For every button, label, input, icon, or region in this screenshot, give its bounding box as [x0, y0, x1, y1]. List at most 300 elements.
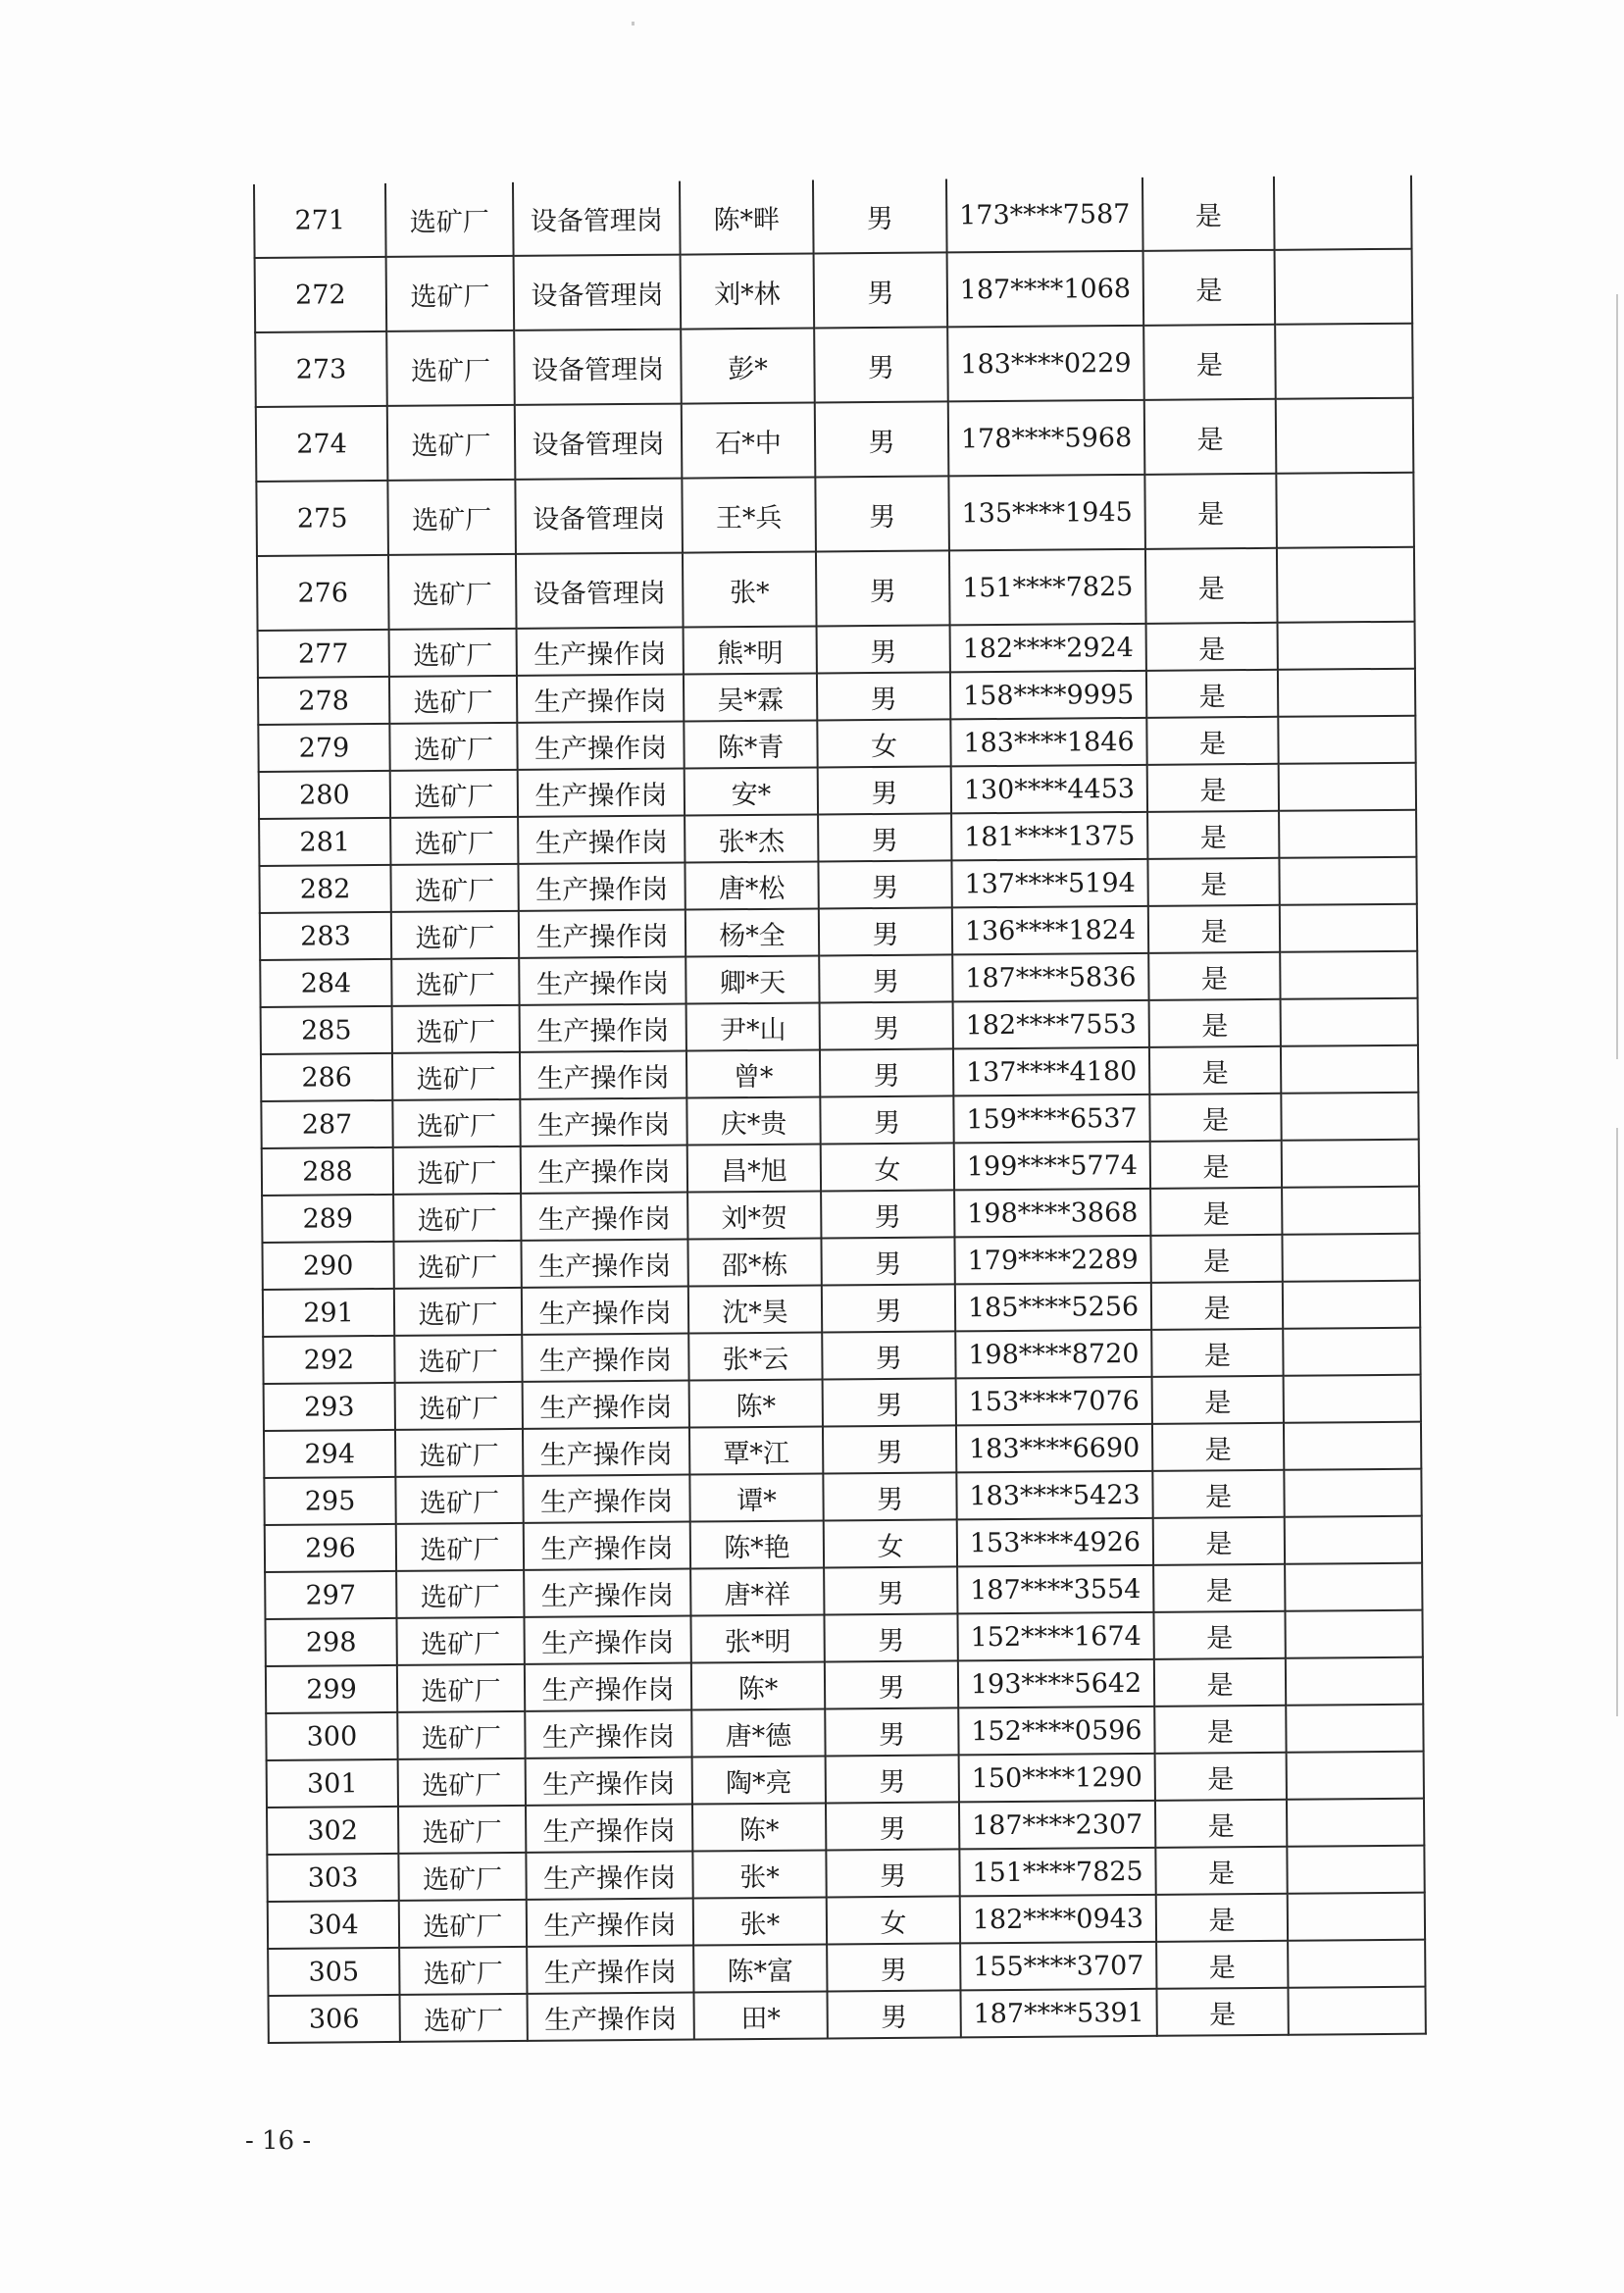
- cell-post: 设备管理岗: [513, 181, 681, 256]
- cell-no: 288: [262, 1147, 393, 1196]
- cell-gender: 女: [817, 719, 950, 767]
- cell-remark: [1278, 716, 1415, 764]
- cell-phone: 199****5774: [954, 1142, 1150, 1191]
- cell-name: 庆*贵: [686, 1096, 820, 1145]
- cell-status: 是: [1147, 811, 1279, 859]
- cell-name: 陈*: [691, 1661, 825, 1709]
- cell-post: 设备管理岗: [515, 479, 683, 554]
- cell-no: 280: [259, 771, 390, 819]
- cell-remark: [1279, 810, 1416, 858]
- cell-status: 是: [1147, 858, 1279, 906]
- cell-post: 生产操作岗: [524, 1616, 690, 1664]
- cell-remark: [1283, 1281, 1420, 1329]
- cell-remark: [1277, 547, 1415, 623]
- cell-phone: 182****7553: [953, 1000, 1149, 1049]
- cell-remark: [1279, 763, 1416, 811]
- cell-name: 张*: [692, 1850, 826, 1898]
- cell-name: 熊*明: [684, 627, 817, 675]
- cell-unit: 选矿厂: [386, 256, 515, 331]
- cell-name: 杨*全: [685, 908, 819, 956]
- cell-no: 283: [260, 912, 391, 960]
- cell-name: 尹*山: [686, 1002, 820, 1050]
- cell-name: 张*明: [690, 1614, 824, 1662]
- cell-status: 是: [1149, 999, 1281, 1047]
- cell-remark: [1284, 1375, 1421, 1423]
- cell-status: 是: [1150, 1235, 1282, 1283]
- cell-no: 292: [263, 1336, 394, 1384]
- cell-status: 是: [1152, 1423, 1284, 1471]
- cell-unit: 选矿厂: [394, 1335, 522, 1383]
- cell-name: 覃*江: [689, 1426, 823, 1474]
- cell-name: 陈*畔: [680, 180, 814, 255]
- cell-no: 279: [258, 724, 389, 772]
- cell-unit: 选矿厂: [390, 770, 518, 818]
- cell-name: 张*杰: [685, 814, 818, 862]
- cell-remark: [1278, 622, 1415, 670]
- roster-table: [253, 176, 1427, 2044]
- cell-name: 陈*: [692, 1803, 826, 1851]
- cell-status: 是: [1143, 325, 1276, 400]
- cell-no: 272: [255, 257, 387, 332]
- cell-gender: 男: [822, 1284, 955, 1332]
- cell-post: 生产操作岗: [526, 1758, 692, 1806]
- cell-name: 邵*栋: [687, 1238, 821, 1286]
- cell-unit: 选矿厂: [395, 1382, 523, 1430]
- table-row: [269, 1987, 1426, 2043]
- cell-post: 生产操作岗: [523, 1381, 689, 1429]
- cell-phone: 135****1945: [948, 475, 1145, 551]
- cell-no: 285: [261, 1006, 392, 1054]
- cell-unit: 选矿厂: [390, 817, 518, 865]
- cell-remark: [1285, 1610, 1422, 1658]
- cell-status: 是: [1156, 1894, 1288, 1942]
- cell-post: 生产操作岗: [521, 1193, 687, 1241]
- cell-post: 生产操作岗: [527, 1993, 693, 2041]
- cell-name: 陶*亮: [692, 1756, 826, 1804]
- cell-name: 彭*: [681, 329, 815, 404]
- cell-status: 是: [1151, 1282, 1283, 1330]
- cell-status: 是: [1151, 1329, 1283, 1377]
- cell-post: 生产操作岗: [526, 1805, 692, 1853]
- cell-phone: 136****1824: [952, 906, 1148, 955]
- cell-phone: 179****2289: [954, 1236, 1150, 1285]
- cell-name: 张*: [693, 1897, 827, 1945]
- cell-name: 唐*松: [685, 861, 818, 909]
- cell-remark: [1274, 176, 1412, 250]
- cell-phone: 181****1375: [951, 812, 1147, 861]
- cell-post: 生产操作岗: [520, 1098, 686, 1146]
- cell-remark: [1284, 1422, 1421, 1470]
- cell-no: 281: [259, 818, 390, 866]
- cell-no: 300: [266, 1712, 397, 1760]
- cell-no: 284: [260, 959, 391, 1007]
- cell-name: 唐*祥: [690, 1567, 824, 1615]
- cell-gender: 男: [818, 860, 951, 908]
- cell-post: 生产操作岗: [522, 1334, 688, 1382]
- cell-gender: 男: [814, 327, 948, 402]
- page-number: - 16 -: [245, 2126, 312, 2156]
- cell-remark: [1288, 1987, 1425, 2035]
- cell-status: 是: [1154, 1706, 1286, 1754]
- cell-no: 294: [264, 1430, 395, 1478]
- cell-status: 是: [1146, 670, 1278, 718]
- cell-phone: 187****3554: [957, 1565, 1153, 1614]
- cell-unit: 选矿厂: [393, 1146, 521, 1195]
- cell-gender: 男: [824, 1566, 957, 1614]
- cell-post: 生产操作岗: [526, 1852, 692, 1900]
- cell-post: 设备管理岗: [514, 255, 682, 331]
- cell-post: 生产操作岗: [518, 863, 685, 911]
- cell-remark: [1279, 857, 1416, 905]
- cell-unit: 选矿厂: [387, 480, 516, 555]
- cell-gender: 男: [826, 1849, 959, 1897]
- cell-status: 是: [1147, 764, 1279, 812]
- cell-post: 生产操作岗: [524, 1522, 690, 1570]
- cell-no: 306: [269, 1995, 400, 2043]
- cell-phone: 137****5194: [951, 859, 1147, 908]
- cell-unit: 选矿厂: [389, 676, 517, 724]
- cell-no: 276: [257, 555, 389, 631]
- cell-name: 田*: [693, 1991, 827, 2039]
- cell-gender: 男: [820, 1096, 953, 1144]
- cell-remark: [1284, 1469, 1421, 1517]
- cell-phone: 153****7076: [956, 1377, 1152, 1426]
- cell-no: 305: [268, 1948, 399, 1996]
- cell-post: 生产操作岗: [521, 1146, 687, 1194]
- cell-name: 陈*富: [693, 1944, 827, 1992]
- cell-phone: 187****1068: [947, 251, 1144, 328]
- cell-status: 是: [1145, 548, 1278, 624]
- cell-phone: 130****4453: [951, 765, 1147, 814]
- cell-no: 298: [265, 1618, 396, 1666]
- cell-post: 设备管理岗: [515, 404, 683, 480]
- cell-no: 297: [265, 1571, 396, 1619]
- cell-no: 304: [268, 1901, 399, 1949]
- cell-remark: [1287, 1799, 1424, 1847]
- cell-gender: 男: [816, 550, 950, 626]
- table-row: [256, 398, 1414, 482]
- cell-no: 278: [258, 677, 389, 725]
- cell-status: 是: [1152, 1376, 1284, 1424]
- cell-post: 生产操作岗: [518, 769, 685, 817]
- cell-no: 301: [267, 1759, 398, 1808]
- cell-post: 生产操作岗: [527, 1946, 693, 1994]
- cell-gender: 男: [823, 1425, 956, 1473]
- cell-unit: 选矿厂: [392, 1052, 520, 1100]
- cell-status: 是: [1149, 1094, 1281, 1142]
- cell-unit: 选矿厂: [399, 1900, 527, 1948]
- cell-remark: [1276, 398, 1414, 474]
- cell-no: 274: [256, 406, 388, 482]
- cell-unit: 选矿厂: [399, 1947, 527, 1995]
- cell-name: 张*: [683, 552, 817, 628]
- cell-post: 生产操作岗: [519, 957, 685, 1005]
- cell-post: 生产操作岗: [517, 722, 684, 770]
- cell-unit: 选矿厂: [388, 554, 517, 630]
- cell-gender: 男: [827, 1990, 960, 2038]
- cell-status: 是: [1155, 1800, 1287, 1848]
- cell-remark: [1288, 1940, 1425, 1988]
- cell-post: 生产操作岗: [520, 1051, 686, 1099]
- cell-phone: 187****5836: [952, 953, 1148, 1002]
- cell-phone: 182****2924: [950, 624, 1146, 673]
- cell-gender: 男: [817, 672, 950, 720]
- cell-unit: 选矿厂: [391, 911, 519, 959]
- cell-gender: 女: [824, 1519, 957, 1567]
- cell-status: 是: [1148, 905, 1280, 953]
- cell-gender: 男: [826, 1802, 959, 1850]
- cell-remark: [1276, 473, 1414, 548]
- cell-post: 生产操作岗: [517, 675, 684, 723]
- cell-phone: 152****1674: [957, 1612, 1153, 1661]
- cell-remark: [1287, 1846, 1424, 1894]
- cell-status: 是: [1146, 717, 1278, 765]
- cell-phone: 183****0229: [947, 326, 1144, 402]
- cell-post: 生产操作岗: [525, 1710, 691, 1758]
- cell-remark: [1280, 904, 1417, 952]
- cell-status: 是: [1153, 1564, 1285, 1612]
- cell-phone: 178****5968: [948, 400, 1145, 477]
- cell-gender: 男: [815, 401, 949, 477]
- cell-remark: [1275, 324, 1413, 399]
- cell-phone: 183****6690: [956, 1424, 1152, 1473]
- cell-no: 282: [259, 865, 390, 913]
- cell-unit: 选矿厂: [395, 1476, 523, 1524]
- cell-remark: [1283, 1328, 1420, 1376]
- cell-name: 昌*旭: [687, 1144, 821, 1192]
- cell-name: 谭*: [689, 1473, 823, 1521]
- cell-gender: 男: [825, 1707, 958, 1756]
- cell-gender: 男: [819, 954, 952, 1002]
- cell-post: 生产操作岗: [527, 1899, 693, 1947]
- cell-remark: [1281, 1045, 1418, 1094]
- cell-unit: 选矿厂: [398, 1806, 526, 1854]
- cell-remark: [1282, 1140, 1419, 1188]
- cell-gender: 男: [821, 1237, 954, 1285]
- cell-name: 沈*昊: [688, 1285, 822, 1333]
- cell-unit: 选矿厂: [396, 1523, 524, 1571]
- cell-phone: 173****7587: [946, 178, 1143, 253]
- table-row: [254, 176, 1412, 258]
- cell-remark: [1275, 249, 1413, 325]
- cell-name: 卿*天: [685, 955, 819, 1003]
- cell-no: 290: [262, 1242, 393, 1290]
- cell-phone: 185****5256: [955, 1283, 1151, 1332]
- cell-name: 曾*: [686, 1049, 820, 1097]
- cell-status: 是: [1152, 1470, 1284, 1518]
- cell-post: 生产操作岗: [523, 1475, 689, 1523]
- cell-gender: 男: [823, 1472, 956, 1520]
- cell-gender: 男: [823, 1378, 956, 1426]
- cell-gender: 男: [814, 252, 948, 328]
- cell-remark: [1287, 1752, 1424, 1800]
- cell-gender: 女: [827, 1896, 960, 1944]
- cell-unit: 选矿厂: [396, 1570, 524, 1618]
- cell-status: 是: [1150, 1188, 1282, 1236]
- scan-dot: [632, 22, 634, 25]
- cell-phone: 183****1846: [950, 718, 1146, 767]
- cell-gender: 女: [821, 1143, 954, 1191]
- cell-gender: 男: [819, 907, 952, 955]
- cell-post: 生产操作岗: [523, 1428, 689, 1476]
- cell-remark: [1281, 1093, 1418, 1141]
- cell-remark: [1286, 1705, 1423, 1753]
- cell-phone: 158****9995: [950, 671, 1146, 720]
- cell-gender: 男: [820, 1001, 953, 1049]
- cell-unit: 选矿厂: [395, 1429, 523, 1477]
- cell-status: 是: [1156, 1941, 1288, 1989]
- cell-no: 296: [265, 1524, 396, 1572]
- cell-gender: 男: [822, 1331, 955, 1379]
- cell-phone: 137****4180: [953, 1047, 1149, 1096]
- table-row: [256, 473, 1414, 556]
- cell-status: 是: [1155, 1753, 1287, 1801]
- cell-post: 设备管理岗: [514, 330, 682, 405]
- cell-gender: 男: [818, 766, 951, 814]
- cell-name: 陈*艳: [690, 1520, 824, 1568]
- cell-phone: 152****0596: [958, 1707, 1154, 1756]
- cell-gender: 男: [824, 1613, 957, 1661]
- cell-no: 295: [264, 1477, 395, 1525]
- cell-gender: 男: [818, 813, 951, 861]
- cell-no: 273: [255, 331, 387, 407]
- cell-no: 277: [258, 630, 389, 678]
- cell-phone: 187****2307: [959, 1801, 1155, 1850]
- cell-remark: [1285, 1563, 1422, 1611]
- cell-name: 刘*林: [681, 254, 815, 330]
- cell-status: 是: [1156, 1988, 1288, 2036]
- cell-phone: 198****3868: [954, 1189, 1150, 1238]
- cell-unit: 选矿厂: [387, 405, 516, 481]
- cell-unit: 选矿厂: [393, 1241, 521, 1289]
- cell-phone: 153****4926: [957, 1518, 1153, 1567]
- cell-post: 生产操作岗: [520, 1004, 686, 1052]
- cell-no: 286: [261, 1053, 392, 1101]
- cell-name: 陈*: [689, 1379, 823, 1427]
- cell-remark: [1281, 998, 1418, 1046]
- cell-gender: 男: [827, 1943, 960, 1991]
- cell-remark: [1280, 951, 1417, 999]
- cell-phone: 193****5642: [958, 1659, 1154, 1708]
- cell-post: 生产操作岗: [525, 1663, 691, 1711]
- cell-unit: 选矿厂: [396, 1617, 524, 1665]
- cell-no: 271: [254, 183, 386, 258]
- cell-phone: 198****8720: [955, 1330, 1151, 1379]
- cell-status: 是: [1155, 1847, 1287, 1895]
- cell-status: 是: [1144, 474, 1277, 549]
- cell-name: 唐*德: [691, 1708, 825, 1757]
- cell-remark: [1285, 1516, 1422, 1564]
- cell-unit: 选矿厂: [398, 1758, 526, 1807]
- cell-status: 是: [1149, 1046, 1281, 1095]
- cell-no: 287: [261, 1100, 392, 1148]
- cell-unit: 选矿厂: [397, 1664, 525, 1712]
- cell-gender: 男: [815, 476, 949, 551]
- cell-name: 石*中: [682, 403, 816, 479]
- cell-phone: 155****3707: [960, 1942, 1156, 1991]
- cell-gender: 男: [813, 178, 947, 253]
- cell-no: 275: [256, 481, 388, 556]
- cell-remark: [1282, 1234, 1419, 1282]
- scan-edge-mark: [1616, 294, 1618, 1059]
- cell-unit: 选矿厂: [390, 864, 518, 912]
- cell-status: 是: [1150, 1141, 1282, 1189]
- cell-phone: 183****5423: [956, 1471, 1152, 1520]
- roster-table-body: [254, 176, 1426, 2043]
- cell-unit: 选矿厂: [389, 629, 517, 677]
- cell-gender: 男: [825, 1660, 958, 1708]
- cell-unit: 选矿厂: [397, 1711, 525, 1759]
- cell-status: 是: [1146, 623, 1278, 671]
- cell-phone: 150****1290: [959, 1754, 1155, 1803]
- cell-unit: 选矿厂: [400, 1994, 528, 2042]
- cell-post: 生产操作岗: [517, 628, 684, 676]
- cell-unit: 选矿厂: [392, 1005, 520, 1053]
- cell-phone: 159****6537: [953, 1095, 1149, 1144]
- cell-status: 是: [1142, 177, 1275, 251]
- cell-gender: 男: [826, 1755, 959, 1803]
- cell-phone: 182****0943: [960, 1895, 1156, 1944]
- cell-unit: 选矿厂: [394, 1288, 522, 1336]
- cell-unit: 选矿厂: [398, 1853, 526, 1901]
- cell-unit: 选矿厂: [393, 1194, 521, 1242]
- table-row: [257, 547, 1415, 631]
- cell-unit: 选矿厂: [385, 182, 514, 257]
- cell-post: 生产操作岗: [522, 1287, 688, 1335]
- cell-no: 303: [267, 1854, 398, 1902]
- cell-status: 是: [1154, 1658, 1286, 1707]
- cell-name: 陈*青: [684, 720, 817, 768]
- cell-post: 设备管理岗: [516, 553, 684, 629]
- cell-status: 是: [1144, 399, 1277, 475]
- cell-no: 293: [264, 1383, 395, 1431]
- cell-remark: [1278, 669, 1415, 717]
- cell-name: 吴*霖: [684, 673, 817, 721]
- cell-post: 生产操作岗: [524, 1569, 690, 1617]
- cell-name: 刘*贺: [687, 1191, 821, 1239]
- cell-remark: [1282, 1187, 1419, 1235]
- cell-remark: [1288, 1893, 1425, 1941]
- cell-status: 是: [1153, 1517, 1285, 1565]
- cell-name: 张*云: [688, 1332, 822, 1380]
- cell-no: 302: [267, 1807, 398, 1855]
- cell-remark: [1286, 1657, 1423, 1706]
- cell-post: 生产操作岗: [518, 816, 685, 864]
- scan-edge-mark: [1616, 1128, 1618, 1716]
- cell-status: 是: [1148, 952, 1280, 1000]
- cell-phone: 187****5391: [960, 1989, 1156, 2038]
- cell-unit: 选矿厂: [392, 1099, 520, 1147]
- cell-phone: 151****7825: [949, 549, 1146, 626]
- cell-gender: 男: [820, 1048, 953, 1096]
- cell-status: 是: [1143, 250, 1276, 326]
- cell-name: 安*: [685, 767, 818, 815]
- cell-post: 生产操作岗: [521, 1240, 687, 1288]
- cell-phone: 151****7825: [959, 1848, 1155, 1897]
- cell-unit: 选矿厂: [386, 331, 515, 406]
- cell-gender: 男: [821, 1190, 954, 1238]
- table-row: [255, 249, 1413, 332]
- cell-gender: 男: [817, 625, 950, 673]
- cell-unit: 选矿厂: [391, 958, 519, 1006]
- cell-status: 是: [1153, 1611, 1285, 1659]
- cell-post: 生产操作岗: [519, 910, 685, 958]
- cell-name: 王*兵: [682, 478, 816, 553]
- cell-unit: 选矿厂: [389, 723, 517, 771]
- cell-no: 299: [266, 1665, 397, 1713]
- table-row: [255, 324, 1413, 407]
- cell-no: 291: [263, 1289, 394, 1337]
